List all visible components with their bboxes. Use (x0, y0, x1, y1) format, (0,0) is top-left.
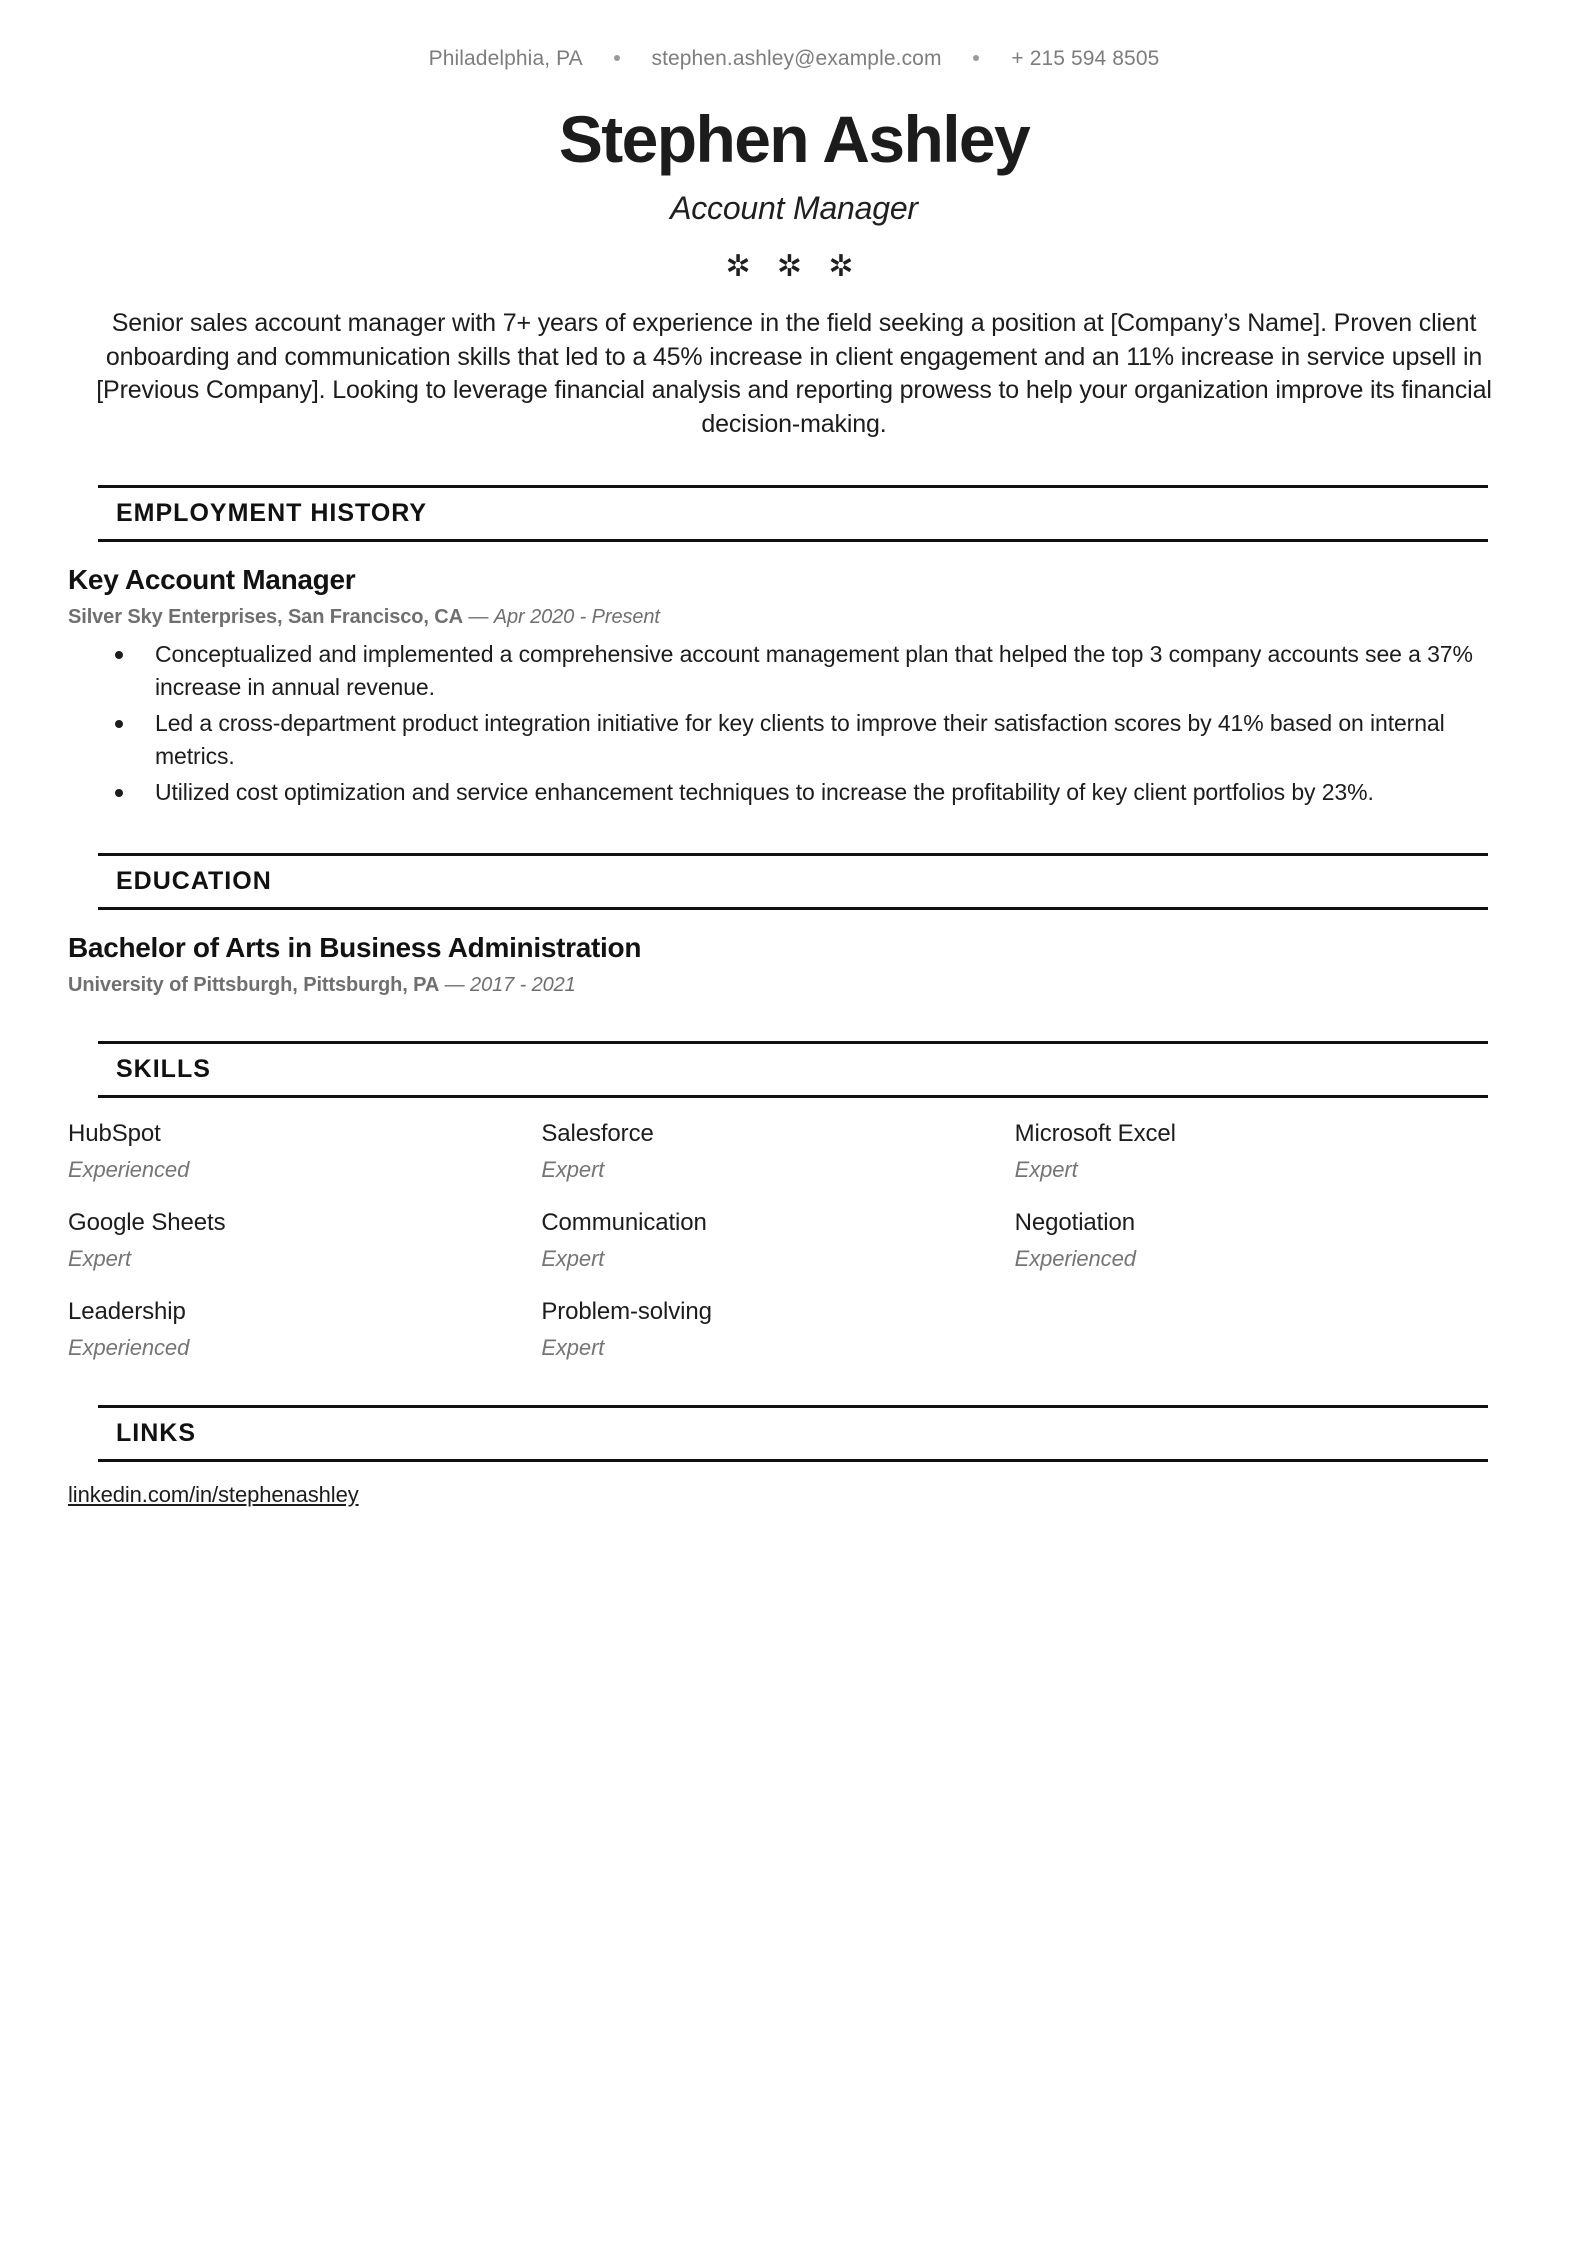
education-meta-dash: — (439, 973, 471, 996)
section-education (0, 853, 1588, 997)
skill-level: Expert (541, 1245, 605, 1271)
asterisk-divider-icon: ✲ ✲ ✲ (725, 250, 863, 284)
education-institution: University of Pittsburgh, Pittsburgh, PA (68, 973, 440, 996)
link-linkedin[interactable]: linkedin.com/in/stephenashley (68, 1481, 359, 1507)
education-meta (68, 974, 1488, 997)
section-body-education (68, 932, 1488, 997)
skill-item (1015, 1209, 1488, 1272)
list-item: Utilized cost optimization and service enhancement techniques to increase the profitability of key client portfolios by 23%. (68, 776, 1488, 809)
section-skills (0, 1041, 1588, 1361)
skill-name: Salesforce (541, 1119, 654, 1147)
section-title-links: LINKS (116, 1418, 196, 1447)
section-title-employment: EMPLOYMENT HISTORY (116, 499, 428, 528)
list-item: Conceptualized and implemented a comprehensive account management plan that helped the top 3 company accounts see a 37% increase in annual revenue. (68, 638, 1488, 704)
skill-level: Expert (1014, 1156, 1078, 1182)
skill-level: Expert (541, 1334, 605, 1360)
separator-dot-icon (973, 55, 979, 61)
section-employment-history (0, 485, 1588, 808)
skill-item (68, 1209, 541, 1272)
education-dates: 2017 - 2021 (470, 973, 576, 996)
skills-grid (68, 1120, 1488, 1361)
separator-dot-icon (614, 55, 620, 61)
skill-item (68, 1120, 541, 1183)
skill-level: Expert (68, 1245, 131, 1271)
employment-meta (68, 606, 1488, 629)
section-header-employment (98, 485, 1488, 542)
employment-bullet-list (68, 638, 1488, 808)
employment-dates: Apr 2020 - Present (493, 606, 660, 629)
section-body-employment (68, 564, 1488, 808)
employment-company: Silver Sky Enterprises, San Francisco, CA (68, 606, 463, 629)
skill-item-empty (1015, 1298, 1488, 1361)
contact-location: Philadelphia, PA (428, 47, 582, 70)
section-body-skills (68, 1120, 1488, 1361)
skill-name: Microsoft Excel (1014, 1119, 1176, 1147)
skill-name: Google Sheets (68, 1208, 226, 1236)
employment-meta-dash: — (462, 606, 494, 629)
section-title-education: EDUCATION (116, 866, 272, 895)
skill-level: Expert (541, 1156, 605, 1182)
contact-line (0, 0, 1588, 71)
skill-level: Experienced (68, 1156, 190, 1182)
section-header-links (98, 1405, 1488, 1462)
skill-level: Experienced (1014, 1245, 1136, 1271)
section-header-education (98, 853, 1488, 910)
skill-item (68, 1298, 541, 1361)
skill-item (1015, 1120, 1488, 1183)
employment-entry (68, 564, 1488, 808)
section-body-links (68, 1462, 1488, 1508)
contact-phone[interactable]: + 215 594 8505 (1011, 47, 1160, 70)
candidate-job-title: Account Manager (670, 190, 918, 227)
skill-item (541, 1120, 1014, 1183)
employment-job-title: Key Account Manager (68, 564, 356, 596)
skill-level: Experienced (68, 1334, 190, 1360)
skill-name: Problem-solving (541, 1297, 712, 1325)
section-header-skills (98, 1041, 1488, 1098)
skill-name: Negotiation (1014, 1208, 1135, 1236)
candidate-name: Stephen Ashley (558, 102, 1030, 176)
education-entry (68, 932, 1488, 997)
skill-name: Leadership (68, 1297, 186, 1325)
education-degree: Bachelor of Arts in Business Administration (68, 931, 642, 963)
professional-summary: Senior sales account manager with 7+ years of experience in the field seeking a position at [Company’s Name]. Proven client onboarding and communication skills that led to a 45% increase in client engagement and an 11% increase in service upsell in [Previous Company]. Looking to leverage financial analysis and reporting prowess to help your organization improve its financial decision-making. (96, 309, 1492, 438)
skill-item (541, 1209, 1014, 1272)
contact-email[interactable]: stephen.ashley@example.com (651, 47, 942, 70)
section-title-skills: SKILLS (116, 1054, 211, 1083)
skill-name: HubSpot (68, 1119, 161, 1147)
skill-item (541, 1298, 1014, 1361)
list-item: Led a cross-department product integration initiative for key clients to improve their satisfaction scores by 41% based on internal metrics. (68, 707, 1488, 773)
section-links (0, 1405, 1588, 1508)
skill-name: Communication (541, 1208, 707, 1236)
